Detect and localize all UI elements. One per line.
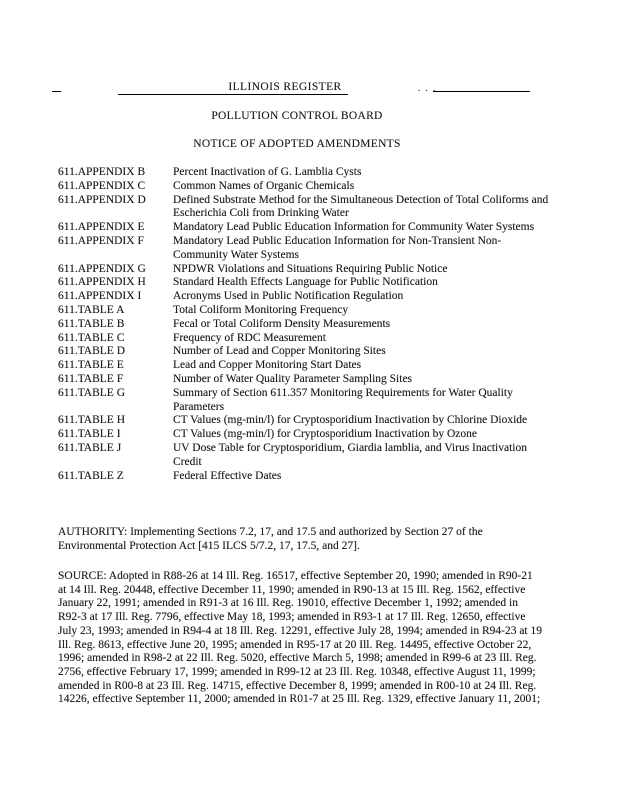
section-title: CT Values (mg-min/l) for Cryptosporidium Inactivation by Chlorine Dioxide	[173, 414, 528, 427]
list-item	[58, 359, 558, 373]
section-ref: 611.TABLE D	[58, 345, 126, 358]
list-item	[58, 290, 558, 304]
section-ref: 611.APPENDIX G	[58, 262, 146, 275]
list-item	[58, 276, 558, 290]
board-title: POLLUTION CONTROL BOARD	[211, 110, 383, 122]
list-item	[58, 428, 558, 442]
list-item	[58, 345, 558, 359]
list-item	[58, 263, 558, 277]
section-title: Mandatory Lead Public Education Information for Non-Transient Non-Community Water Systems	[173, 234, 502, 261]
notice-title: NOTICE OF ADOPTED AMENDMENTS	[193, 138, 401, 150]
list-item	[58, 414, 558, 428]
section-title: Acronyms Used in Public Notification Regulation	[173, 290, 404, 303]
list-item	[58, 304, 558, 318]
list-item	[58, 235, 558, 263]
section-title: Total Coliform Monitoring Frequency	[173, 303, 349, 316]
header-underline-rule	[118, 94, 348, 95]
section-ref: 611.TABLE G	[58, 386, 126, 399]
section-ref: 611.TABLE C	[58, 331, 125, 344]
section-ref: 611.TABLE H	[58, 414, 126, 427]
section-title: Standard Health Effects Language for Public Notification	[173, 276, 438, 289]
section-ref: 611.TABLE Z	[58, 469, 124, 482]
section-ref: 611.APPENDIX H	[58, 276, 146, 289]
section-title: Common Names of Organic Chemicals	[173, 179, 355, 192]
header-right-rule	[433, 91, 530, 92]
section-title: Mandatory Lead Public Education Information for Community Water Systems	[173, 221, 535, 234]
section-title: Frequency of RDC Measurement	[173, 331, 326, 344]
section-ref: 611.TABLE F	[58, 372, 124, 385]
section-ref: 611.APPENDIX F	[58, 234, 144, 247]
left-margin-mark	[52, 91, 61, 92]
section-title: Fecal or Total Coliform Density Measurements	[173, 317, 391, 330]
section-title: Number of Water Quality Parameter Sampling Sites	[173, 372, 413, 385]
list-item	[58, 442, 558, 470]
section-title: Defined Substrate Method for the Simultaneous Detection of Total Coliforms and Escherichia Coli from Drinking Water	[173, 193, 549, 220]
section-title: Lead and Copper Monitoring Start Dates	[173, 359, 362, 372]
amendments-list	[58, 166, 558, 483]
section-ref: 611.TABLE I	[58, 428, 121, 441]
section-ref: 611.TABLE A	[58, 303, 125, 316]
section-ref: 611.APPENDIX C	[58, 179, 146, 192]
list-item	[58, 387, 558, 415]
header-dots: . . .	[418, 83, 437, 93]
list-item	[58, 194, 558, 222]
source-paragraph: SOURCE: Adopted in R88-26 at 14 Ill. Reg. 16517, effective September 20, 1990; amended in R90-21 at 14 Ill. Reg. 20448, effective December 11, 1990; amended in R90-13 at 15 Ill. Reg. 1562, effective January 22, 1991; amended in R91-3 at 16 Ill. Reg. 19010, effective December 1, 1992; amended in R92-3 at 17 Ill. Reg. 7796, effective May 18, 1993; amended in R93-1 at 17 Ill. Reg. 12650, effective July 23, 1993; amended in R94-4 at 18 Ill. Reg. 12291, effective July 28, 1994; amended in R94-23 at 19 Ill. Reg. 8613, effective June 20, 1995; amended in R95-17 at 20 Ill. Reg. 14495, effective October 22, 1996; amended in R98-2 at 22 Ill. Reg. 5020, effective March 5, 1998; amended in R99-6 at 23 Ill. Reg. 2756, effective February 17, 1999; amended in R99-12 at 23 Ill. Reg. 10348, effective August 11, 1999; amended in R00-8 at 23 Ill. Reg. 14715, effective December 8, 1999; amended in R00-10 at 24 Ill. Reg. 14226, effective September 11, 2000; amended in R01-7 at 25 Ill. Reg. 1329, effective January 11, 2001;	[58, 570, 542, 706]
authority-paragraph: AUTHORITY: Implementing Sections 7.2, 17, and 17.5 and authorized by Section 27 of the Environmental Protection Act [415 ILCS 5/7.2, 17, 17.5, and 27].	[58, 526, 483, 552]
section-ref: 611.APPENDIX D	[58, 193, 146, 206]
section-ref: 611.APPENDIX E	[58, 221, 145, 234]
list-item	[58, 318, 558, 332]
section-title: UV Dose Table for Cryptosporidium, Giardia lamblia, and Virus Inactivation Credit	[173, 441, 527, 468]
list-item	[58, 373, 558, 387]
section-ref: 611.APPENDIX B	[58, 166, 146, 178]
section-title: Percent Inactivation of G. Lamblia Cysts	[173, 166, 362, 178]
list-item	[58, 221, 558, 235]
section-ref: 611.APPENDIX I	[58, 290, 142, 303]
list-item	[58, 332, 558, 346]
section-title: CT Values (mg-min/l) for Cryptosporidium Inactivation by Ozone	[173, 428, 477, 441]
section-ref: 611.TABLE E	[58, 359, 124, 372]
list-item	[58, 166, 558, 180]
section-title: Summary of Section 611.357 Monitoring Requirements for Water Quality Parameters	[173, 386, 513, 413]
page-title: ILLINOIS REGISTER	[228, 81, 342, 93]
section-ref: 611.TABLE B	[58, 317, 125, 330]
section-title: Federal Effective Dates	[173, 469, 282, 482]
section-title: NPDWR Violations and Situations Requiring Public Notice	[173, 262, 448, 275]
list-item	[58, 180, 558, 194]
list-item	[58, 470, 558, 484]
section-ref: 611.TABLE J	[58, 441, 122, 454]
section-title: Number of Lead and Copper Monitoring Sites	[173, 345, 386, 358]
